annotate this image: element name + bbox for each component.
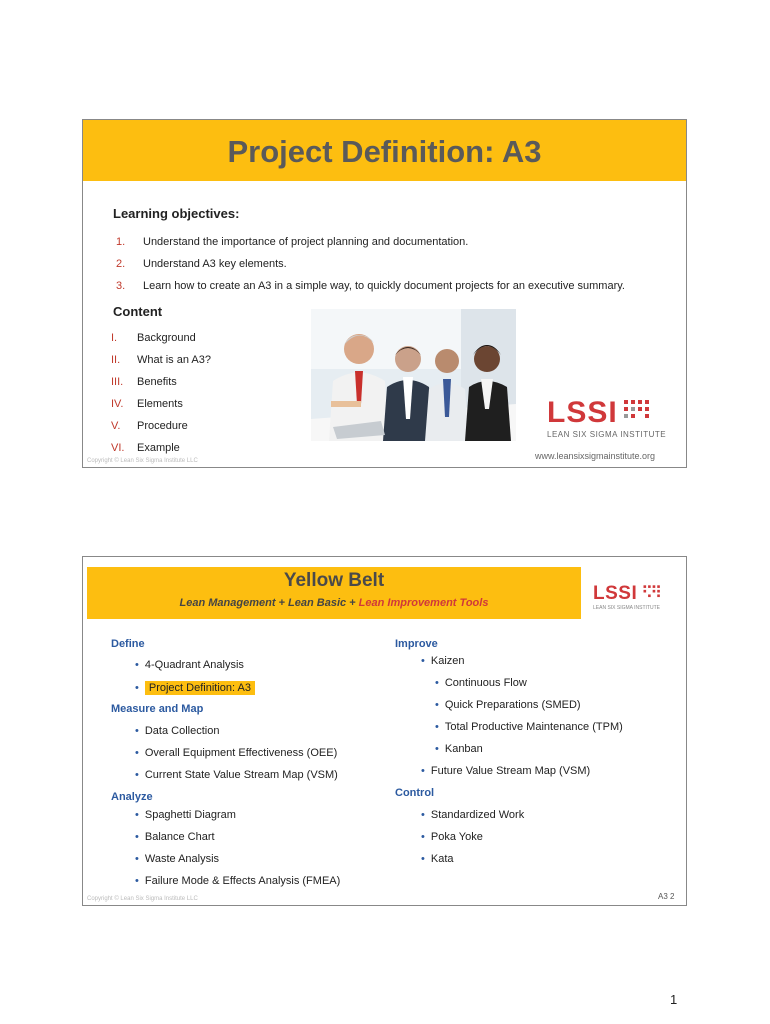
content-number: I.: [111, 332, 118, 344]
meeting-illustration: [311, 309, 516, 441]
list-item-text: Balance Chart: [144, 831, 215, 843]
logo-dot-grid-icon: [642, 584, 662, 601]
bullet: •: [421, 853, 425, 865]
content-item: Procedure: [137, 420, 188, 432]
bullet: •: [421, 831, 425, 843]
content-item: Benefits: [137, 376, 177, 388]
copyright: Copyright © Lean Six Sigma Institute LLC: [87, 896, 198, 902]
list-item: [421, 853, 454, 865]
list-item: [135, 725, 219, 737]
content-heading: Content: [113, 304, 163, 319]
slide-page-label: A3 2: [658, 892, 675, 901]
bullet: •: [135, 853, 139, 865]
slide-yellow-belt: [82, 556, 687, 906]
objective-number: 1.: [116, 236, 126, 248]
bullet: •: [421, 655, 425, 667]
section-analyze: Analyze: [111, 791, 153, 803]
list-item: [135, 747, 337, 759]
content-item: What is an A3?: [137, 354, 211, 366]
logo-subtitle: LEAN SIX SIGMA INSTITUTE: [593, 605, 660, 611]
logo-wordmark: LSSI: [547, 396, 618, 429]
content-item: Example: [137, 442, 180, 454]
list-item: [135, 875, 340, 887]
sub-list-item: [435, 721, 623, 733]
content-number: IV.: [111, 398, 124, 410]
objective-text: Understand A3 key elements.: [143, 258, 287, 270]
sub-list-item: [435, 699, 581, 711]
bullet: •: [435, 721, 439, 733]
lssi-logo: [547, 398, 666, 439]
logo-dot-grid-icon: [622, 398, 652, 424]
bullet: •: [135, 659, 139, 671]
list-item: [421, 765, 590, 777]
content-number: III.: [111, 376, 124, 388]
sub-list-item: [435, 743, 483, 755]
list-item-text: Kaizen: [430, 655, 465, 667]
list-item-text: Kanban: [444, 743, 483, 755]
list-item-text: Future Value Stream Map (VSM): [430, 765, 591, 777]
bullet: •: [135, 831, 139, 843]
bullet: •: [435, 699, 439, 711]
list-item-text: Continuous Flow: [444, 677, 527, 689]
logo-wordmark: LSSI: [593, 583, 638, 604]
copyright: Copyright © Lean Six Sigma Institute LLC: [87, 458, 198, 464]
objective-number: 3.: [116, 280, 126, 292]
slide-project-definition: [82, 119, 687, 468]
list-item: [135, 659, 244, 671]
bullet: •: [435, 743, 439, 755]
business-meeting-photo: [311, 309, 516, 441]
list-item: [421, 809, 524, 821]
list-item: [135, 853, 219, 865]
bullet: •: [421, 765, 425, 777]
list-item: [135, 809, 236, 821]
logo-subtitle: LEAN SIX SIGMA INSTITUTE: [547, 430, 667, 439]
bullet: •: [135, 682, 139, 694]
bullet: •: [135, 747, 139, 759]
list-item-text: Failure Mode & Effects Analysis (FMEA): [144, 875, 341, 887]
list-item-text: Overall Equipment Effectiveness (OEE): [144, 747, 338, 759]
bullet: •: [435, 677, 439, 689]
slide-title: Project Definition: A3: [227, 134, 542, 169]
learning-objectives-heading: Learning objectives:: [113, 206, 240, 221]
website-url[interactable]: www.leansixsigmainstitute.org: [535, 451, 656, 461]
lssi-logo: [593, 584, 662, 611]
bullet: •: [135, 769, 139, 781]
subtitle-highlight: Lean Improvement Tools: [358, 597, 489, 609]
list-item: [135, 769, 338, 781]
content-number: VI.: [111, 442, 125, 454]
section-measure-and-map: Measure and Map: [111, 703, 204, 715]
list-item-text: Standardized Work: [430, 809, 525, 821]
list-item-text: Quick Preparations (SMED): [444, 699, 581, 711]
bullet: •: [135, 875, 139, 887]
slide-subtitle: [87, 597, 581, 609]
list-item: [421, 655, 465, 667]
list-item: [135, 831, 215, 843]
list-item-text: Poka Yoke: [430, 831, 483, 843]
list-item-text: Kata: [430, 853, 454, 865]
bullet: •: [135, 809, 139, 821]
content-number: II.: [111, 354, 121, 366]
section-control: Control: [395, 787, 435, 799]
content-item: Background: [137, 332, 196, 344]
objective-text: Understand the importance of project planning and documentation.: [143, 236, 469, 248]
section-improve: Improve: [395, 638, 438, 650]
slide-title: Yellow Belt: [283, 570, 385, 591]
list-item-text: 4-Quadrant Analysis: [144, 659, 244, 671]
list-item-text: Current State Value Stream Map (VSM): [144, 769, 338, 781]
highlighted-item-text: Project Definition: A3: [145, 681, 255, 695]
list-item-text: Total Productive Maintenance (TPM): [444, 721, 623, 733]
list-item: [421, 831, 483, 843]
list-item-text: Spaghetti Diagram: [144, 809, 236, 821]
objective-number: 2.: [116, 258, 126, 270]
page-number: 1: [670, 992, 678, 1007]
content-item: Elements: [137, 398, 183, 410]
content-number: V.: [111, 420, 121, 432]
list-item-text: Waste Analysis: [144, 853, 220, 865]
list-item-current: [135, 682, 255, 694]
section-define: Define: [111, 638, 145, 650]
bullet: •: [135, 725, 139, 737]
subtitle-part: Lean Management + Lean Basic +: [179, 597, 359, 609]
list-item-text: Data Collection: [144, 725, 220, 737]
objective-text: Learn how to create an A3 in a simple way, to quickly document projects for an executive summary.: [143, 280, 625, 292]
bullet: •: [421, 809, 425, 821]
sub-list-item: [435, 677, 527, 689]
